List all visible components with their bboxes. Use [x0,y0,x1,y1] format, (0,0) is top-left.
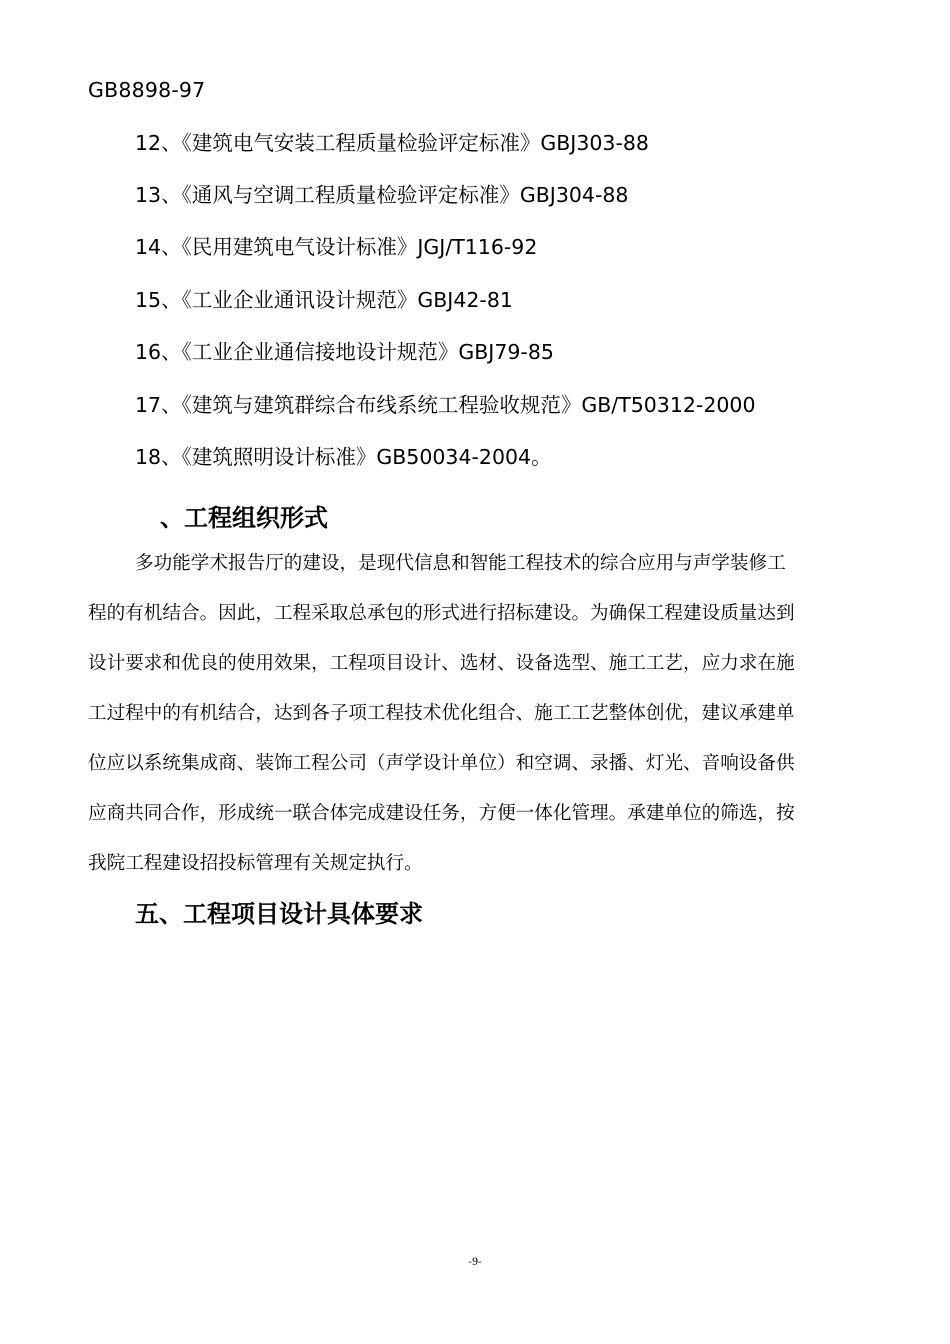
paragraph-line-2: 程的有机结合。因此，工程采取总承包的形式进行招标建设。为确保工程建设质量达到 [88,603,795,624]
standard-item-16 [135,338,554,366]
paragraph-line-1: 多功能学术报告厅的建设，是现代信息和智能工程技术的综合应用与声学装修工 [135,553,786,574]
standard-number: 17、 [135,393,182,417]
standard-number: 12、 [135,131,182,155]
standard-number: 13、 [135,183,182,207]
paragraph-line-7: 我院工程建设招投标管理有关规定执行。 [88,853,423,874]
standard-item-18 [135,443,552,471]
standard-item-15 [135,286,513,314]
standard-number: 14、 [135,235,182,259]
section-four-heading: 、工程组织形式 [160,504,328,532]
standard-number: 15、 [135,288,182,312]
continuation-line: GB8898-97 [88,78,206,102]
standard-item-17 [135,391,756,419]
standard-title: 《建筑照明设计标准》GB50034-2004。 [181,445,552,469]
standard-title: 《通风与空调工程质量检验评定标准》GBJ304-88 [181,183,629,207]
standard-title: 《民用建筑电气设计标准》JGJ/T116-92 [181,235,538,259]
standard-item-12 [135,129,649,157]
paragraph-line-4: 工过程中的有机结合，达到各子项工程技术优化组合、施工工艺整体创优，建议承建单 [88,703,795,724]
paragraph-line-6: 应商共同合作，形成统一联合体完成建设任务，方便一体化管理。承建单位的筛选，按 [88,803,795,824]
standard-item-14 [135,233,537,261]
section-five-heading: 五、工程项目设计具体要求 [135,900,423,928]
standard-number: 16、 [135,340,182,364]
page-number: -9- [468,1257,482,1268]
standard-item-13 [135,181,628,209]
standard-title: 《建筑与建筑群综合布线系统工程验收规范》GB/T50312-2000 [181,393,756,417]
standard-title: 《工业企业通信接地设计规范》GBJ79-85 [181,340,554,364]
standard-title: 《建筑电气安装工程质量检验评定标准》GBJ303-88 [181,131,649,155]
paragraph-line-3: 设计要求和优良的使用效果，工程项目设计、选材、设备选型、施工工艺，应力求在施 [88,653,795,674]
standard-number: 18、 [135,445,182,469]
standard-title: 《工业企业通讯设计规范》GBJ42-81 [181,288,513,312]
paragraph-line-5: 位应以系统集成商、装饰工程公司（声学设计单位）和空调、录播、灯光、音响设备供 [88,753,795,774]
